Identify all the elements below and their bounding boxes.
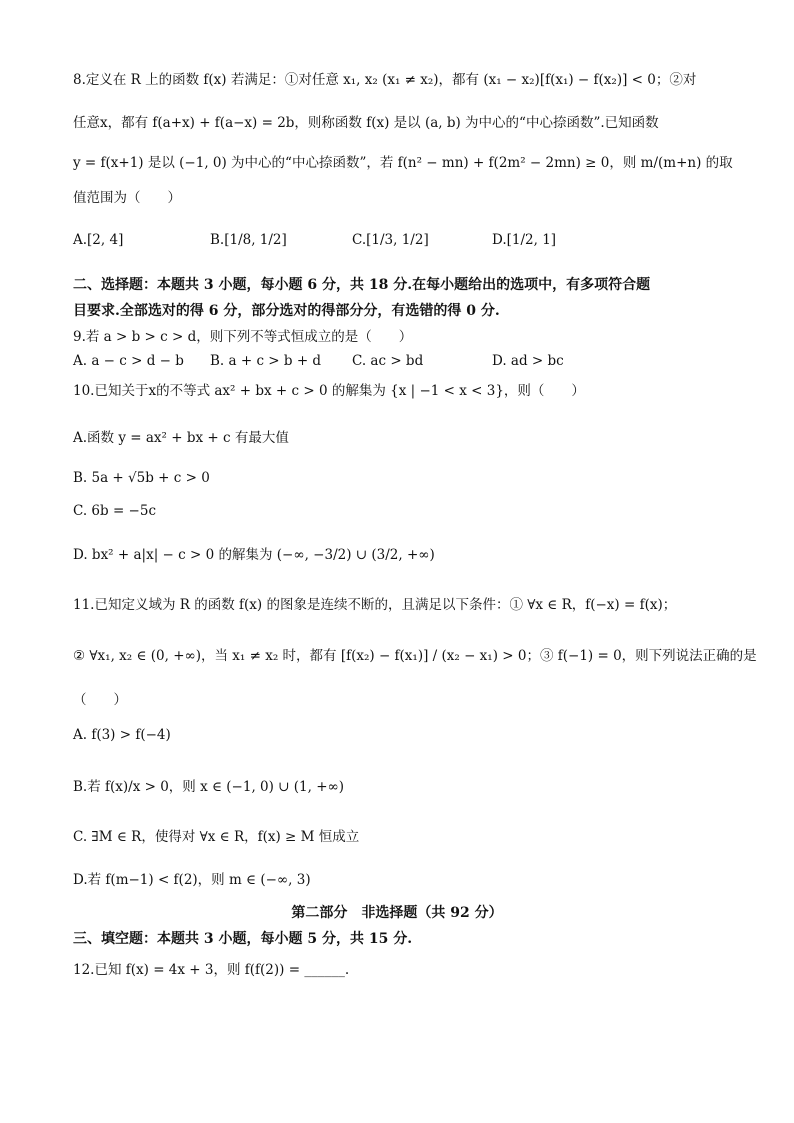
q8-line-2: 任意x，都有 f(a+x) + f(a−x) = 2b，则称函数 f(x) 是以 (a, b) 为中心的“中心捺函数”.已知函数 [73,115,659,131]
q12-stem: 12.已知 f(x) = 4x + 3，则 f(f(2)) = ______. [73,962,350,978]
q11-line-3: （ ） [73,692,127,708]
q8-option-a: A.[2, 4] [73,232,124,248]
q8-line-3: y = f(x+1) 是以 (−1, 0) 为中心的“中心捺函数”，若 f(n² − mn) + f(2m² − 2mn) ≥ 0，则 m/(m+n) 的取 [73,155,733,171]
q9-stem: 9.若 a > b > c > d，则下列不等式恒成立的是（ ） [73,329,413,345]
section-2-header-line-2: 目要求.全部选对的得 6 分，部分选对的得部分分，有选错的得 0 分. [73,303,500,319]
q8-option-c: C.[1/3, 1/2] [352,232,429,248]
q10-stem: 10.已知关于x的不等式 ax² + bx + c > 0 的解集为 {x | −1 < x < 3}，则（ ） [73,383,585,399]
q8-option-b: B.[1/8, 1/2] [210,232,287,248]
q8-line-1: 8.定义在 R 上的函数 f(x) 若满足：①对任意 x₁, x₂ (x₁ ≠ x₂)，都有 (x₁ − x₂)[f(x₁) − f(x₂)] < 0；②对 [73,72,697,88]
q9-option-b: B. a + c > b + d [210,353,322,369]
part-2-title: 第二部分 非选择题（共 92 分） [291,905,503,921]
section-2-header-line-1: 二、选择题：本题共 3 小题，每小题 6 分，共 18 分.在每小题给出的选项中，有多项符合题 [73,277,651,293]
q9-option-a: A. a − c > d − b [73,353,184,369]
q11-option-c: C. ∃M ∈ R，使得对 ∀x ∈ R，f(x) ≥ M 恒成立 [73,829,360,845]
section-3-header: 三、填空题：本题共 3 小题，每小题 5 分，共 15 分. [73,931,413,947]
q10-option-b: B. 5a + √5b + c > 0 [73,470,210,486]
q11-option-a: A. f(3) > f(−4) [73,727,171,743]
q10-option-c: C. 6b = −5c [73,503,157,519]
q8-option-d: D.[1/2, 1] [492,232,557,248]
q10-option-a: A.函数 y = ax² + bx + c 有最大值 [73,430,289,446]
q11-line-2: ② ∀x₁, x₂ ∈ (0, +∞)，当 x₁ ≠ x₂ 时，都有 [f(x₂) − f(x₁)] / (x₂ − x₁) > 0；③ f(−1) = 0，则下列说法正确的是 [73,648,757,664]
q8-line-4: 值范围为（ ） [73,190,181,206]
q9-option-d: D. ad > bc [492,353,564,369]
q11-line-1: 11.已知定义域为 R 的函数 f(x) 的图象是连续不断的，且满足以下条件：① ∀x ∈ R，f(−x) = f(x)； [73,597,677,613]
q11-option-b: B.若 f(x)/x > 0，则 x ∈ (−1, 0) ∪ (1, +∞) [73,779,345,795]
q11-option-d: D.若 f(m−1) < f(2)，则 m ∈ (−∞, 3) [73,872,311,888]
q10-option-d: D. bx² + a|x| − c > 0 的解集为 (−∞, −3/2) ∪ (3/2, +∞) [73,547,435,563]
q9-option-c: C. ac > bd [352,353,424,369]
